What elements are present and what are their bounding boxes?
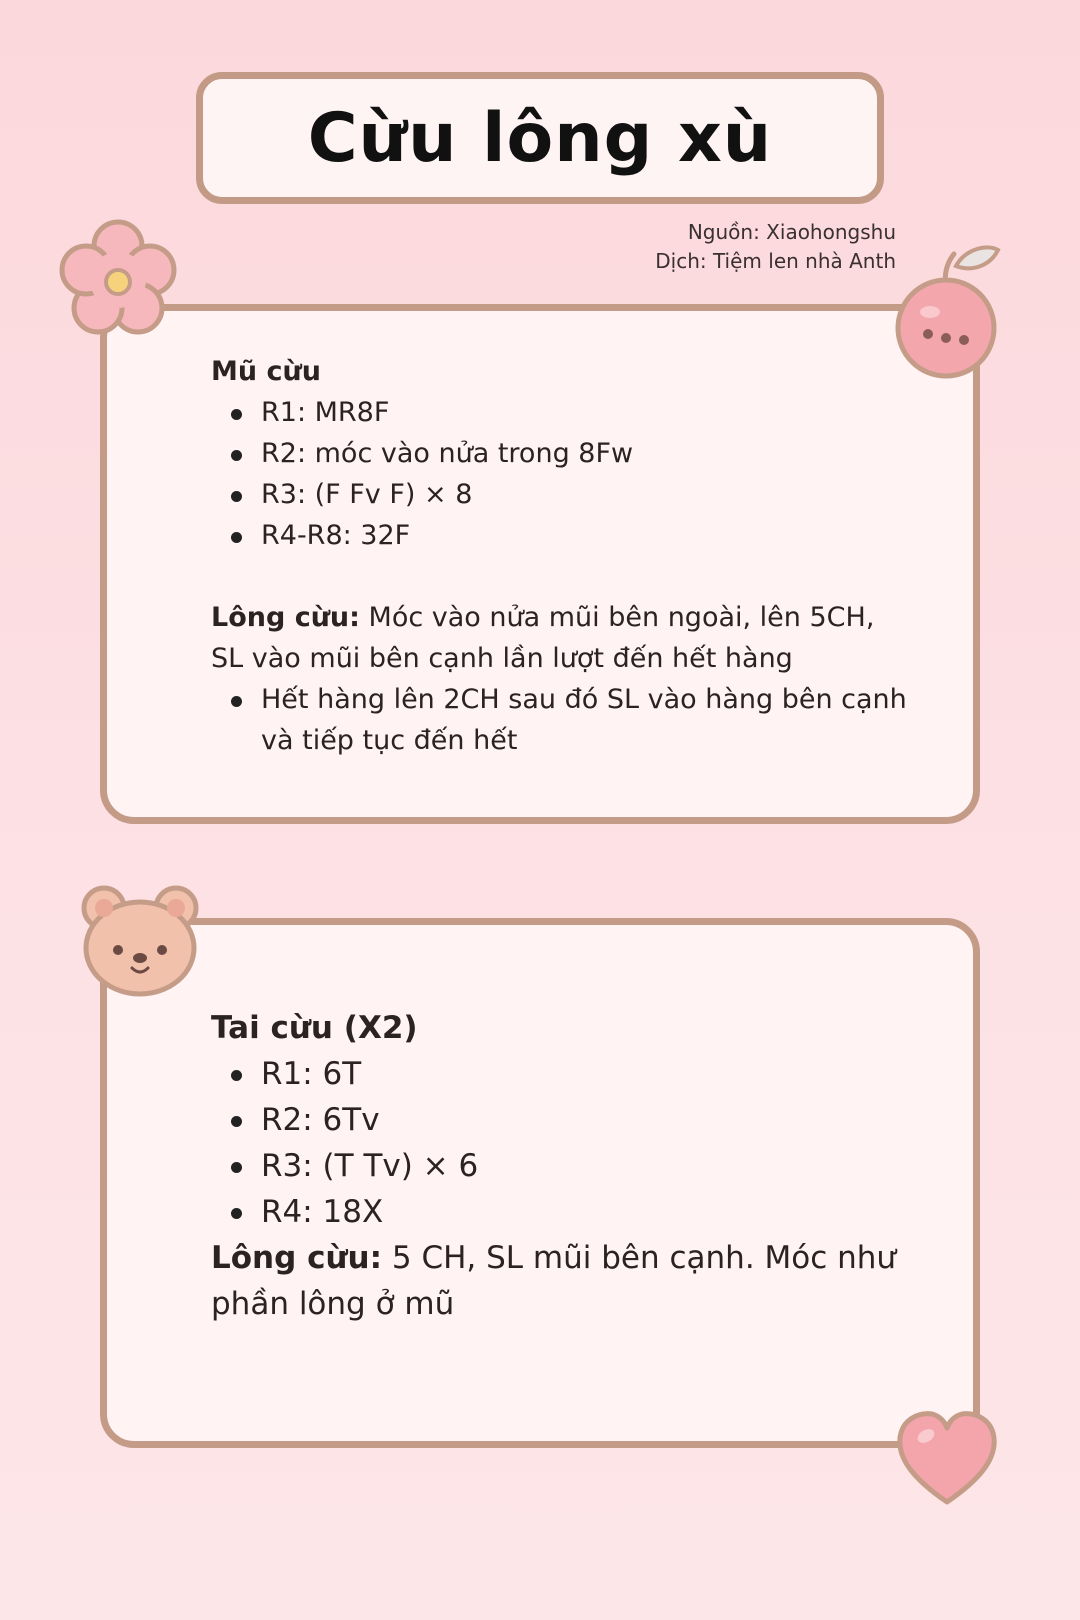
row-list <box>211 1051 911 1235</box>
section-card-hat <box>100 304 980 824</box>
row-item: R3: (T Tv) × 6 <box>261 1143 911 1189</box>
sub-bullet-list <box>211 679 911 761</box>
fleece-note-label: Lông cừu: <box>211 602 360 633</box>
credits <box>655 218 896 276</box>
sub-bullet-item: Hết hàng lên 2CH sau đó SL vào hàng bên cạnh và tiếp tục đến hết <box>261 679 911 761</box>
fleece-note-text: Móc vào nửa mũi bên ngoài, lên 5CH, SL vào mũi bên cạnh lần lượt đến hết hàng <box>211 602 875 674</box>
heart-icon <box>892 1406 1002 1510</box>
translator-credit: Dịch: Tiệm len nhà Anth <box>655 249 896 273</box>
row-item: R4: 18X <box>261 1189 911 1235</box>
row-item: R2: 6Tv <box>261 1097 911 1143</box>
fleece-note-label: Lông cừu: <box>211 1240 383 1276</box>
section-card-ears <box>100 918 980 1448</box>
fleece-note <box>211 1235 911 1327</box>
row-item: R2: móc vào nửa trong 8Fw <box>261 433 911 474</box>
row-list <box>211 392 911 556</box>
bear-icon <box>78 882 202 1000</box>
row-item: R3: (F Fv F) × 8 <box>261 474 911 515</box>
apple-icon <box>884 240 1014 380</box>
fleece-note-text: 5 CH, SL mũi bên cạnh. Móc như phần lông ở mũ <box>211 1240 897 1322</box>
row-item: R1: 6T <box>261 1051 911 1097</box>
flower-icon <box>52 216 184 344</box>
page-title: Cừu lông xù <box>307 98 773 178</box>
section-content-hat <box>211 351 911 761</box>
section-heading: Mũ cừu <box>211 356 321 387</box>
section-heading: Tai cừu (X2) <box>211 1010 418 1046</box>
fleece-note <box>211 597 911 679</box>
row-item: R1: MR8F <box>261 392 911 433</box>
row-item: R4-R8: 32F <box>261 515 911 556</box>
section-content-ears <box>211 1005 911 1327</box>
source-credit: Nguồn: Xiaohongshu <box>687 220 896 244</box>
title-box <box>196 72 884 204</box>
